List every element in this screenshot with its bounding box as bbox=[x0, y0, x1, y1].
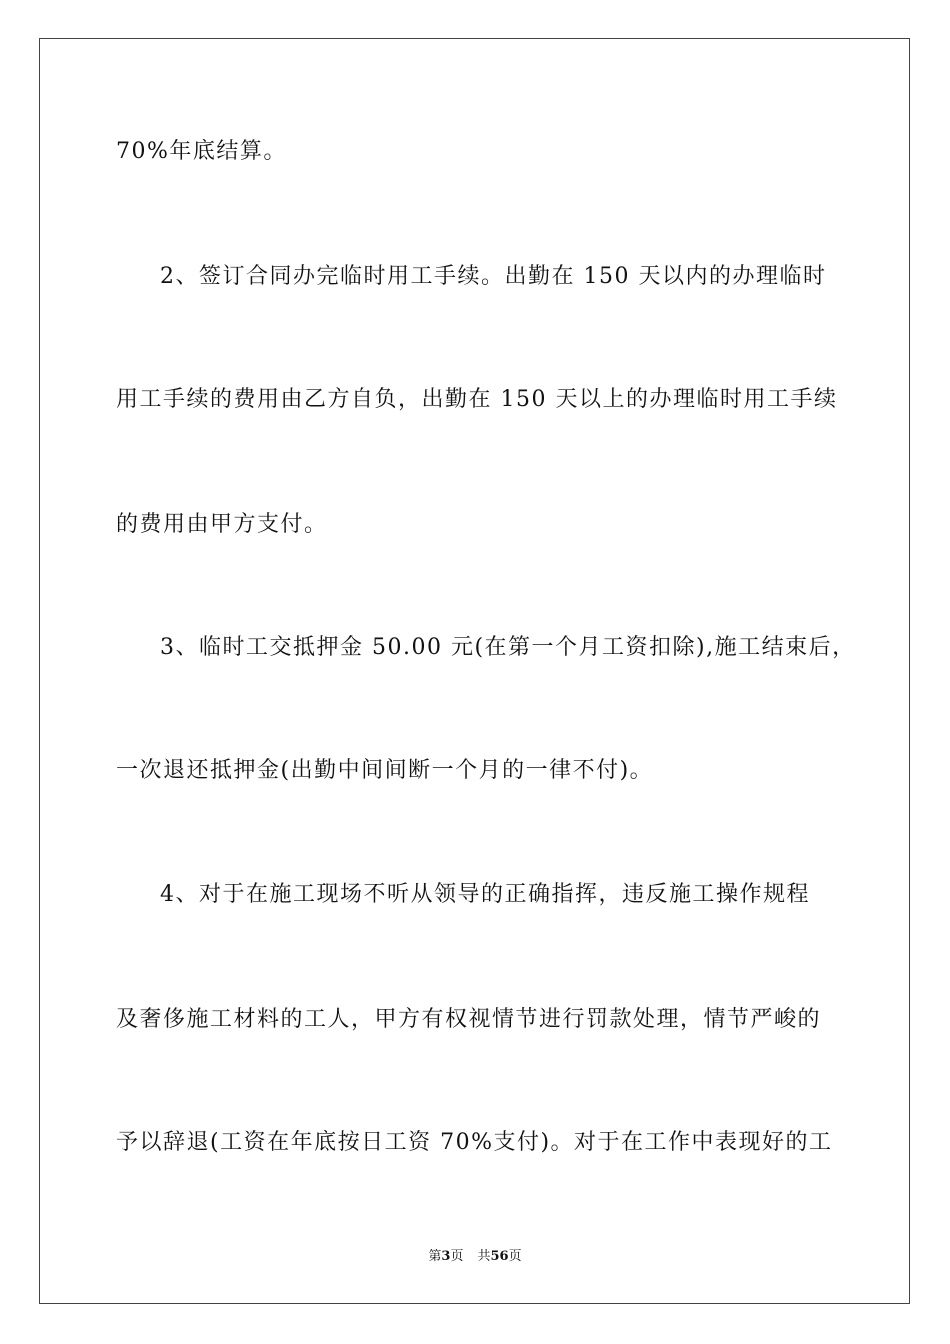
footer-page-suffix: 页 bbox=[450, 1249, 464, 1264]
text-line-5: 3、临时工交抵押金 50.00 元(在第一个月工资扣除),施工结束后， bbox=[160, 635, 856, 660]
page-footer bbox=[0, 1248, 950, 1266]
page-border bbox=[39, 38, 910, 1304]
text-line-2: 2、签订合同办完临时用工手续。出勤在 150 天以内的办理临时 bbox=[160, 264, 827, 289]
footer-total-prefix: 共 bbox=[477, 1249, 491, 1264]
text-line-1: 70%年底结算。 bbox=[116, 139, 287, 164]
footer-total-suffix: 页 bbox=[508, 1249, 522, 1264]
text-line-6: 一次退还抵押金(出勤中间间断一个月的一律不付)。 bbox=[116, 758, 654, 783]
text-line-4: 的费用由甲方支付。 bbox=[116, 512, 328, 537]
text-line-8: 及奢侈施工材料的工人，甲方有权视情节进行罚款处理，情节严峻的 bbox=[116, 1007, 822, 1032]
text-line-3: 用工手续的费用由乙方自负，出勤在 150 天以上的办理临时用工手续 bbox=[116, 387, 838, 412]
text-line-7: 4、对于在施工现场不听从领导的正确指挥，违反施工操作规程 bbox=[160, 882, 810, 907]
text-line-9: 予以辞退(工资在年底按日工资 70%支付)。对于在工作中表现好的工 bbox=[116, 1130, 833, 1155]
footer-page-number: 3 bbox=[441, 1249, 451, 1264]
footer-page-prefix: 第 bbox=[428, 1249, 442, 1264]
footer-total-pages: 56 bbox=[490, 1249, 509, 1264]
